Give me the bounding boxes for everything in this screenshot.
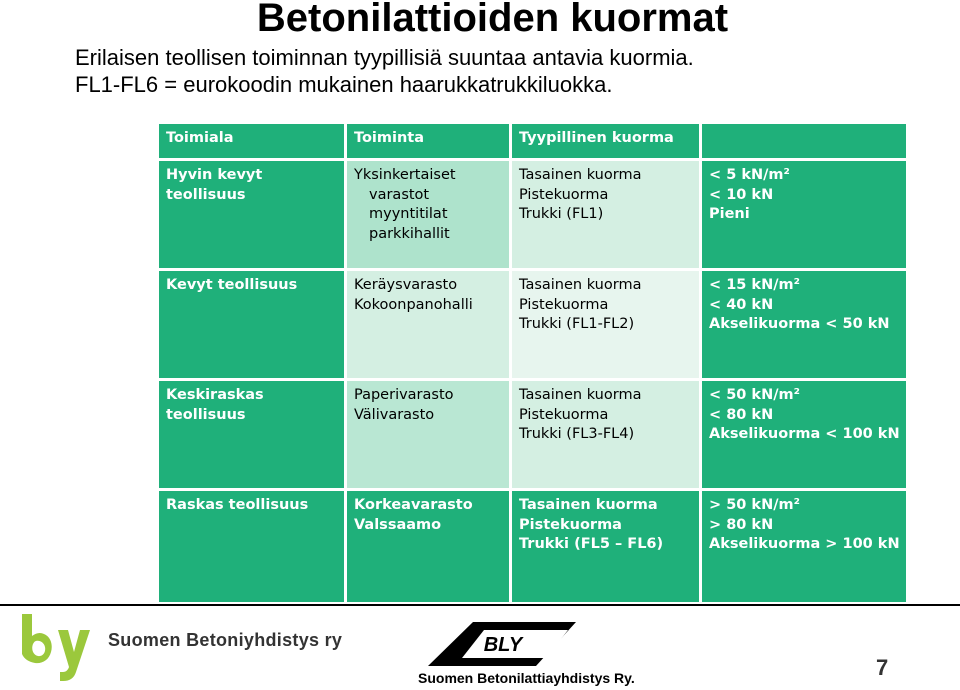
row4-toiminta: Korkeavarasto Valssaamo bbox=[347, 491, 509, 602]
header-kuorma: Tyypillinen kuorma bbox=[512, 124, 699, 158]
header-arvot bbox=[702, 124, 906, 158]
row1-toimiala: Hyvin kevyt teollisuus bbox=[159, 161, 344, 268]
header-toiminta: Toiminta bbox=[347, 124, 509, 158]
bly-org-name: Suomen Betonilattiayhdistys Ry. bbox=[418, 670, 635, 686]
subtitle-line-1: Erilaisen teollisen toiminnan tyypillisiä suuntaa antavia kuormia. bbox=[75, 45, 694, 70]
row1-kuorma: Tasainen kuorma Pistekuorma Trukki (FL1) bbox=[512, 161, 699, 268]
subtitle-line-2: FL1-FL6 = eurokoodin mukainen haarukkatrukkiluokka. bbox=[75, 72, 613, 97]
slide-title: Betonilattioiden kuormat bbox=[256, 0, 729, 40]
bly-logo bbox=[418, 618, 578, 673]
org-name: Suomen Betoniyhdistys ry bbox=[108, 630, 343, 650]
row2-toimiala: Kevyt teollisuus bbox=[159, 271, 344, 378]
row1-toiminta: Yksinkertaiset varastot myyntitilat parkkihallit bbox=[347, 161, 509, 268]
by-logo bbox=[18, 612, 98, 689]
header-toimiala: Toimiala bbox=[159, 124, 344, 158]
load-table bbox=[159, 124, 906, 602]
row2-kuorma: Tasainen kuorma Pistekuorma Trukki (FL1-FL2) bbox=[512, 271, 699, 378]
row1-arvot: < 5 kN/m² < 10 kN Pieni bbox=[702, 161, 906, 268]
footer-divider bbox=[0, 604, 960, 606]
row3-arvot: < 50 kN/m² < 80 kN Akselikuorma < 100 kN bbox=[702, 381, 906, 488]
row2-toiminta: Keräysvarasto Kokoonpanohalli bbox=[347, 271, 509, 378]
slide-subtitle bbox=[75, 44, 694, 98]
page-number: 7 bbox=[876, 655, 889, 680]
row3-toiminta: Paperivarasto Välivarasto bbox=[347, 381, 509, 488]
row3-kuorma: Tasainen kuorma Pistekuorma Trukki (FL3-FL4) bbox=[512, 381, 699, 488]
row4-arvot: > 50 kN/m² > 80 kN Akselikuorma > 100 kN bbox=[702, 491, 906, 602]
row3-toimiala: Keskiraskas teollisuus bbox=[159, 381, 344, 488]
row4-kuorma: Tasainen kuorma Pistekuorma Trukki (FL5 – FL6) bbox=[512, 491, 699, 602]
row4-toimiala: Raskas teollisuus bbox=[159, 491, 344, 602]
row2-arvot: < 15 kN/m² < 40 kN Akselikuorma < 50 kN bbox=[702, 271, 906, 378]
svg-text:BLY: BLY bbox=[483, 634, 523, 656]
